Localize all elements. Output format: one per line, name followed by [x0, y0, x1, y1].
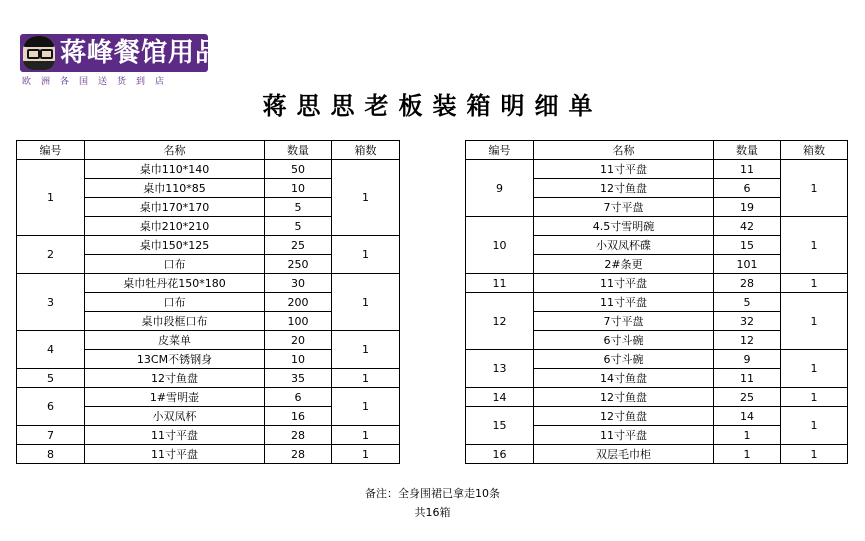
table-row: [466, 293, 848, 312]
cell-id: 6: [17, 388, 85, 426]
cell-name: 11寸平盘: [534, 426, 714, 445]
cell-name: 12寸鱼盘: [534, 388, 714, 407]
table-row: [466, 160, 848, 179]
header-name: 名称: [534, 141, 714, 160]
cell-qty: 6: [714, 179, 781, 198]
cell-name: 11寸平盘: [534, 274, 714, 293]
header-boxes: 箱数: [332, 141, 400, 160]
cell-name: 13CM不锈钢身: [85, 350, 265, 369]
cell-id: 11: [466, 274, 534, 293]
cell-id: 7: [17, 426, 85, 445]
cell-boxes: 1: [332, 160, 400, 236]
cell-id: 9: [466, 160, 534, 217]
header-qty: 数量: [265, 141, 332, 160]
cell-name: 11寸平盘: [85, 445, 265, 464]
cell-qty: 100: [265, 312, 332, 331]
cell-boxes: 1: [781, 407, 848, 445]
cell-qty: 5: [265, 198, 332, 217]
cell-name: 1#雪明壶: [85, 388, 265, 407]
cell-qty: 11: [714, 160, 781, 179]
cell-boxes: 1: [332, 274, 400, 331]
cell-id: 10: [466, 217, 534, 274]
table-row: [17, 274, 400, 293]
brand-name: 蒋峰餐馆用品: [60, 38, 223, 68]
cell-name: 12寸鱼盘: [85, 369, 265, 388]
table-row: [17, 445, 400, 464]
header-id: 编号: [466, 141, 534, 160]
table-row: [466, 274, 848, 293]
cell-id: 3: [17, 274, 85, 331]
cell-boxes: 1: [332, 388, 400, 426]
cell-id: 13: [466, 350, 534, 388]
cell-qty: 19: [714, 198, 781, 217]
cell-name: 口布: [85, 293, 265, 312]
total-boxes: 共16箱: [414, 506, 451, 519]
header-name: 名称: [85, 141, 265, 160]
table-row: [466, 445, 848, 464]
cell-qty: 28: [714, 274, 781, 293]
cell-qty: 10: [265, 179, 332, 198]
cell-name: 桌巾牡丹花150*180: [85, 274, 265, 293]
cell-name: 2#条更: [534, 255, 714, 274]
cell-boxes: 1: [781, 445, 848, 464]
table-row: [466, 350, 848, 369]
table-row: [17, 331, 400, 350]
cell-qty: 28: [265, 445, 332, 464]
table-row: [17, 236, 400, 255]
brand-logo: [20, 34, 223, 87]
cell-name: 口布: [85, 255, 265, 274]
cell-qty: 32: [714, 312, 781, 331]
cell-qty: 10: [265, 350, 332, 369]
cell-name: 4.5寸雪明碗: [534, 217, 714, 236]
table-row: [466, 388, 848, 407]
cell-qty: 200: [265, 293, 332, 312]
cell-id: 8: [17, 445, 85, 464]
cell-id: 5: [17, 369, 85, 388]
header-id: 编号: [17, 141, 85, 160]
cell-name: 桌巾110*140: [85, 160, 265, 179]
table-row: [17, 160, 400, 179]
cell-boxes: 1: [332, 445, 400, 464]
cell-qty: 12: [714, 331, 781, 350]
cell-id: 4: [17, 331, 85, 369]
cell-boxes: 1: [332, 331, 400, 369]
cell-qty: 28: [265, 426, 332, 445]
cell-name: 双层毛巾柜: [534, 445, 714, 464]
cell-qty: 250: [265, 255, 332, 274]
table-row: [17, 388, 400, 407]
header-boxes: 箱数: [781, 141, 848, 160]
cell-name: 皮菜单: [85, 331, 265, 350]
cell-boxes: 1: [781, 217, 848, 274]
cell-qty: 14: [714, 407, 781, 426]
cell-boxes: 1: [332, 369, 400, 388]
header-qty: 数量: [714, 141, 781, 160]
cell-name: 11寸平盘: [534, 160, 714, 179]
cell-qty: 25: [714, 388, 781, 407]
cell-name: 11寸平盘: [85, 426, 265, 445]
cell-name: 桌巾段框口布: [85, 312, 265, 331]
table-header-row: [17, 141, 400, 160]
cell-id: 12: [466, 293, 534, 350]
cell-qty: 42: [714, 217, 781, 236]
cell-qty: 50: [265, 160, 332, 179]
cell-qty: 9: [714, 350, 781, 369]
cell-id: 14: [466, 388, 534, 407]
cell-name: 桌巾170*170: [85, 198, 265, 217]
table-row: [17, 369, 400, 388]
cell-qty: 6: [265, 388, 332, 407]
cell-qty: 25: [265, 236, 332, 255]
cell-id: 15: [466, 407, 534, 445]
cell-name: 7寸平盘: [534, 198, 714, 217]
cell-qty: 1: [714, 445, 781, 464]
cell-name: 12寸鱼盘: [534, 179, 714, 198]
logo-banner: [20, 34, 223, 72]
cell-name: 小双凤杯: [85, 407, 265, 426]
cell-name: 6寸斗碗: [534, 350, 714, 369]
portrait-icon: [23, 36, 55, 70]
cell-qty: 5: [714, 293, 781, 312]
cell-boxes: 1: [781, 160, 848, 217]
cell-name: 7寸平盘: [534, 312, 714, 331]
cell-boxes: 1: [332, 236, 400, 274]
cell-id: 2: [17, 236, 85, 274]
table-header-row: [466, 141, 848, 160]
cell-qty: 5: [265, 217, 332, 236]
table-row: [466, 217, 848, 236]
cell-name: 11寸平盘: [534, 293, 714, 312]
cell-id: 16: [466, 445, 534, 464]
cell-name: 桌巾150*125: [85, 236, 265, 255]
page-title: 蒋思思老板装箱明细单: [262, 92, 603, 120]
cell-name: 12寸鱼盘: [534, 407, 714, 426]
cell-boxes: 1: [332, 426, 400, 445]
table-row: [466, 407, 848, 426]
cell-qty: 35: [265, 369, 332, 388]
cell-name: 桌巾110*85: [85, 179, 265, 198]
packing-table-left: [16, 140, 400, 464]
cell-name: 小双凤杯碟: [534, 236, 714, 255]
brand-slogan: 欧洲各国送货到店: [22, 77, 175, 87]
cell-name: 桌巾210*210: [85, 217, 265, 236]
cell-boxes: 1: [781, 274, 848, 293]
cell-qty: 101: [714, 255, 781, 274]
remark-note: 备注：全身围裙已拿走10条: [365, 487, 500, 500]
cell-name: 6寸斗碗: [534, 331, 714, 350]
cell-qty: 16: [265, 407, 332, 426]
packing-table-right: [465, 140, 848, 464]
cell-boxes: 1: [781, 350, 848, 388]
cell-qty: 15: [714, 236, 781, 255]
cell-qty: 20: [265, 331, 332, 350]
cell-boxes: 1: [781, 388, 848, 407]
cell-qty: 1: [714, 426, 781, 445]
cell-id: 1: [17, 160, 85, 236]
cell-boxes: 1: [781, 293, 848, 350]
cell-qty: 11: [714, 369, 781, 388]
cell-qty: 30: [265, 274, 332, 293]
cell-name: 14寸鱼盘: [534, 369, 714, 388]
table-row: [17, 426, 400, 445]
